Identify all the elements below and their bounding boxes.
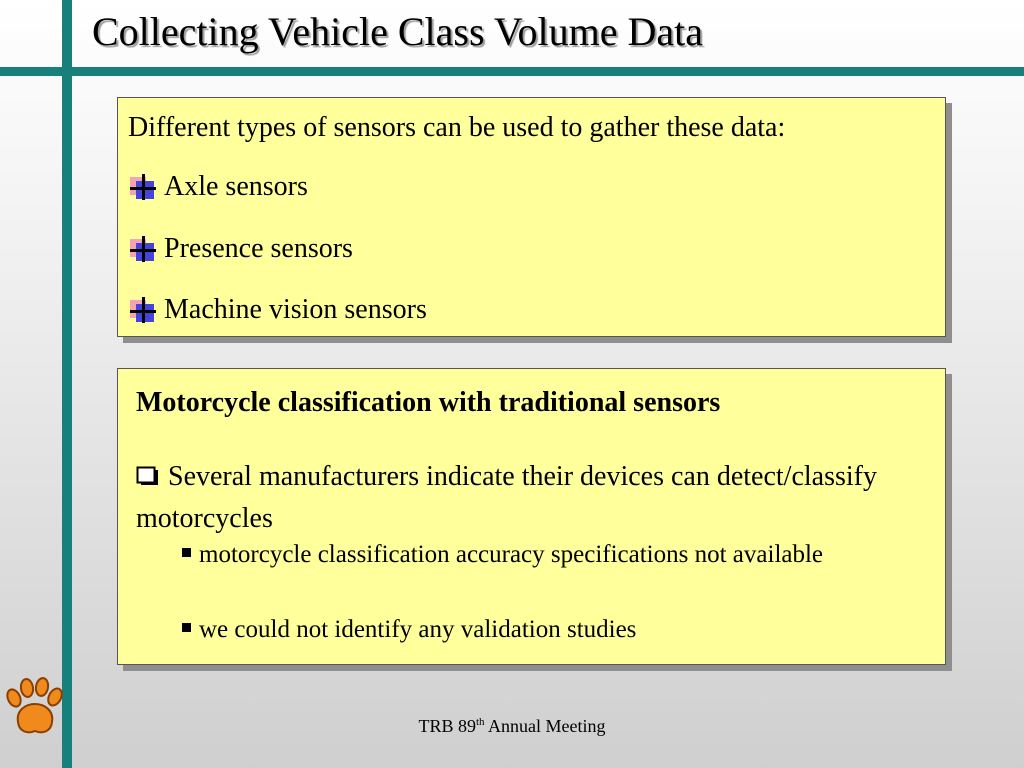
subpoint-text: we could not identify any validation studies <box>199 616 637 643</box>
cross-bullet-icon <box>128 172 158 202</box>
subpoint-validation <box>182 612 922 648</box>
sensor-item-label: Presence sensors <box>164 233 353 264</box>
manufacturers-point-text: Several manufacturers indicate their devices can detect/classify motorcycles <box>136 461 877 534</box>
motorcycle-classification-box <box>117 368 946 665</box>
sensor-item-axle <box>128 170 308 204</box>
sensor-item-machine-vision <box>128 293 427 327</box>
sensor-types-intro: Different types of sensors can be used to gather these data: <box>128 112 786 143</box>
square-bullet-icon <box>182 623 191 632</box>
sensor-item-label: Machine vision sensors <box>164 294 427 325</box>
sensor-types-box <box>117 97 946 337</box>
sensor-item-presence <box>128 232 353 266</box>
footer-superscript: th <box>475 716 485 728</box>
subpoint-text: motorcycle classification accuracy specifications not available <box>199 541 824 568</box>
footer-meeting-label <box>0 716 1024 737</box>
motorcycle-heading: Motorcycle classification with traditional sensors <box>136 387 721 418</box>
manufacturers-point <box>136 456 896 540</box>
footer-prefix: TRB 89 <box>418 716 476 736</box>
slide-title: Collecting Vehicle Class Volume Data <box>92 9 704 54</box>
checkbox-bullet-icon <box>136 466 160 486</box>
cross-bullet-icon <box>128 295 158 325</box>
sensor-item-label: Axle sensors <box>164 171 308 202</box>
vertical-accent-bar <box>62 0 72 768</box>
square-bullet-icon <box>182 548 191 557</box>
footer-suffix: Annual Meeting <box>484 716 606 736</box>
subpoint-accuracy <box>182 537 922 573</box>
cross-bullet-icon <box>128 234 158 264</box>
horizontal-accent-bar <box>0 67 1024 76</box>
